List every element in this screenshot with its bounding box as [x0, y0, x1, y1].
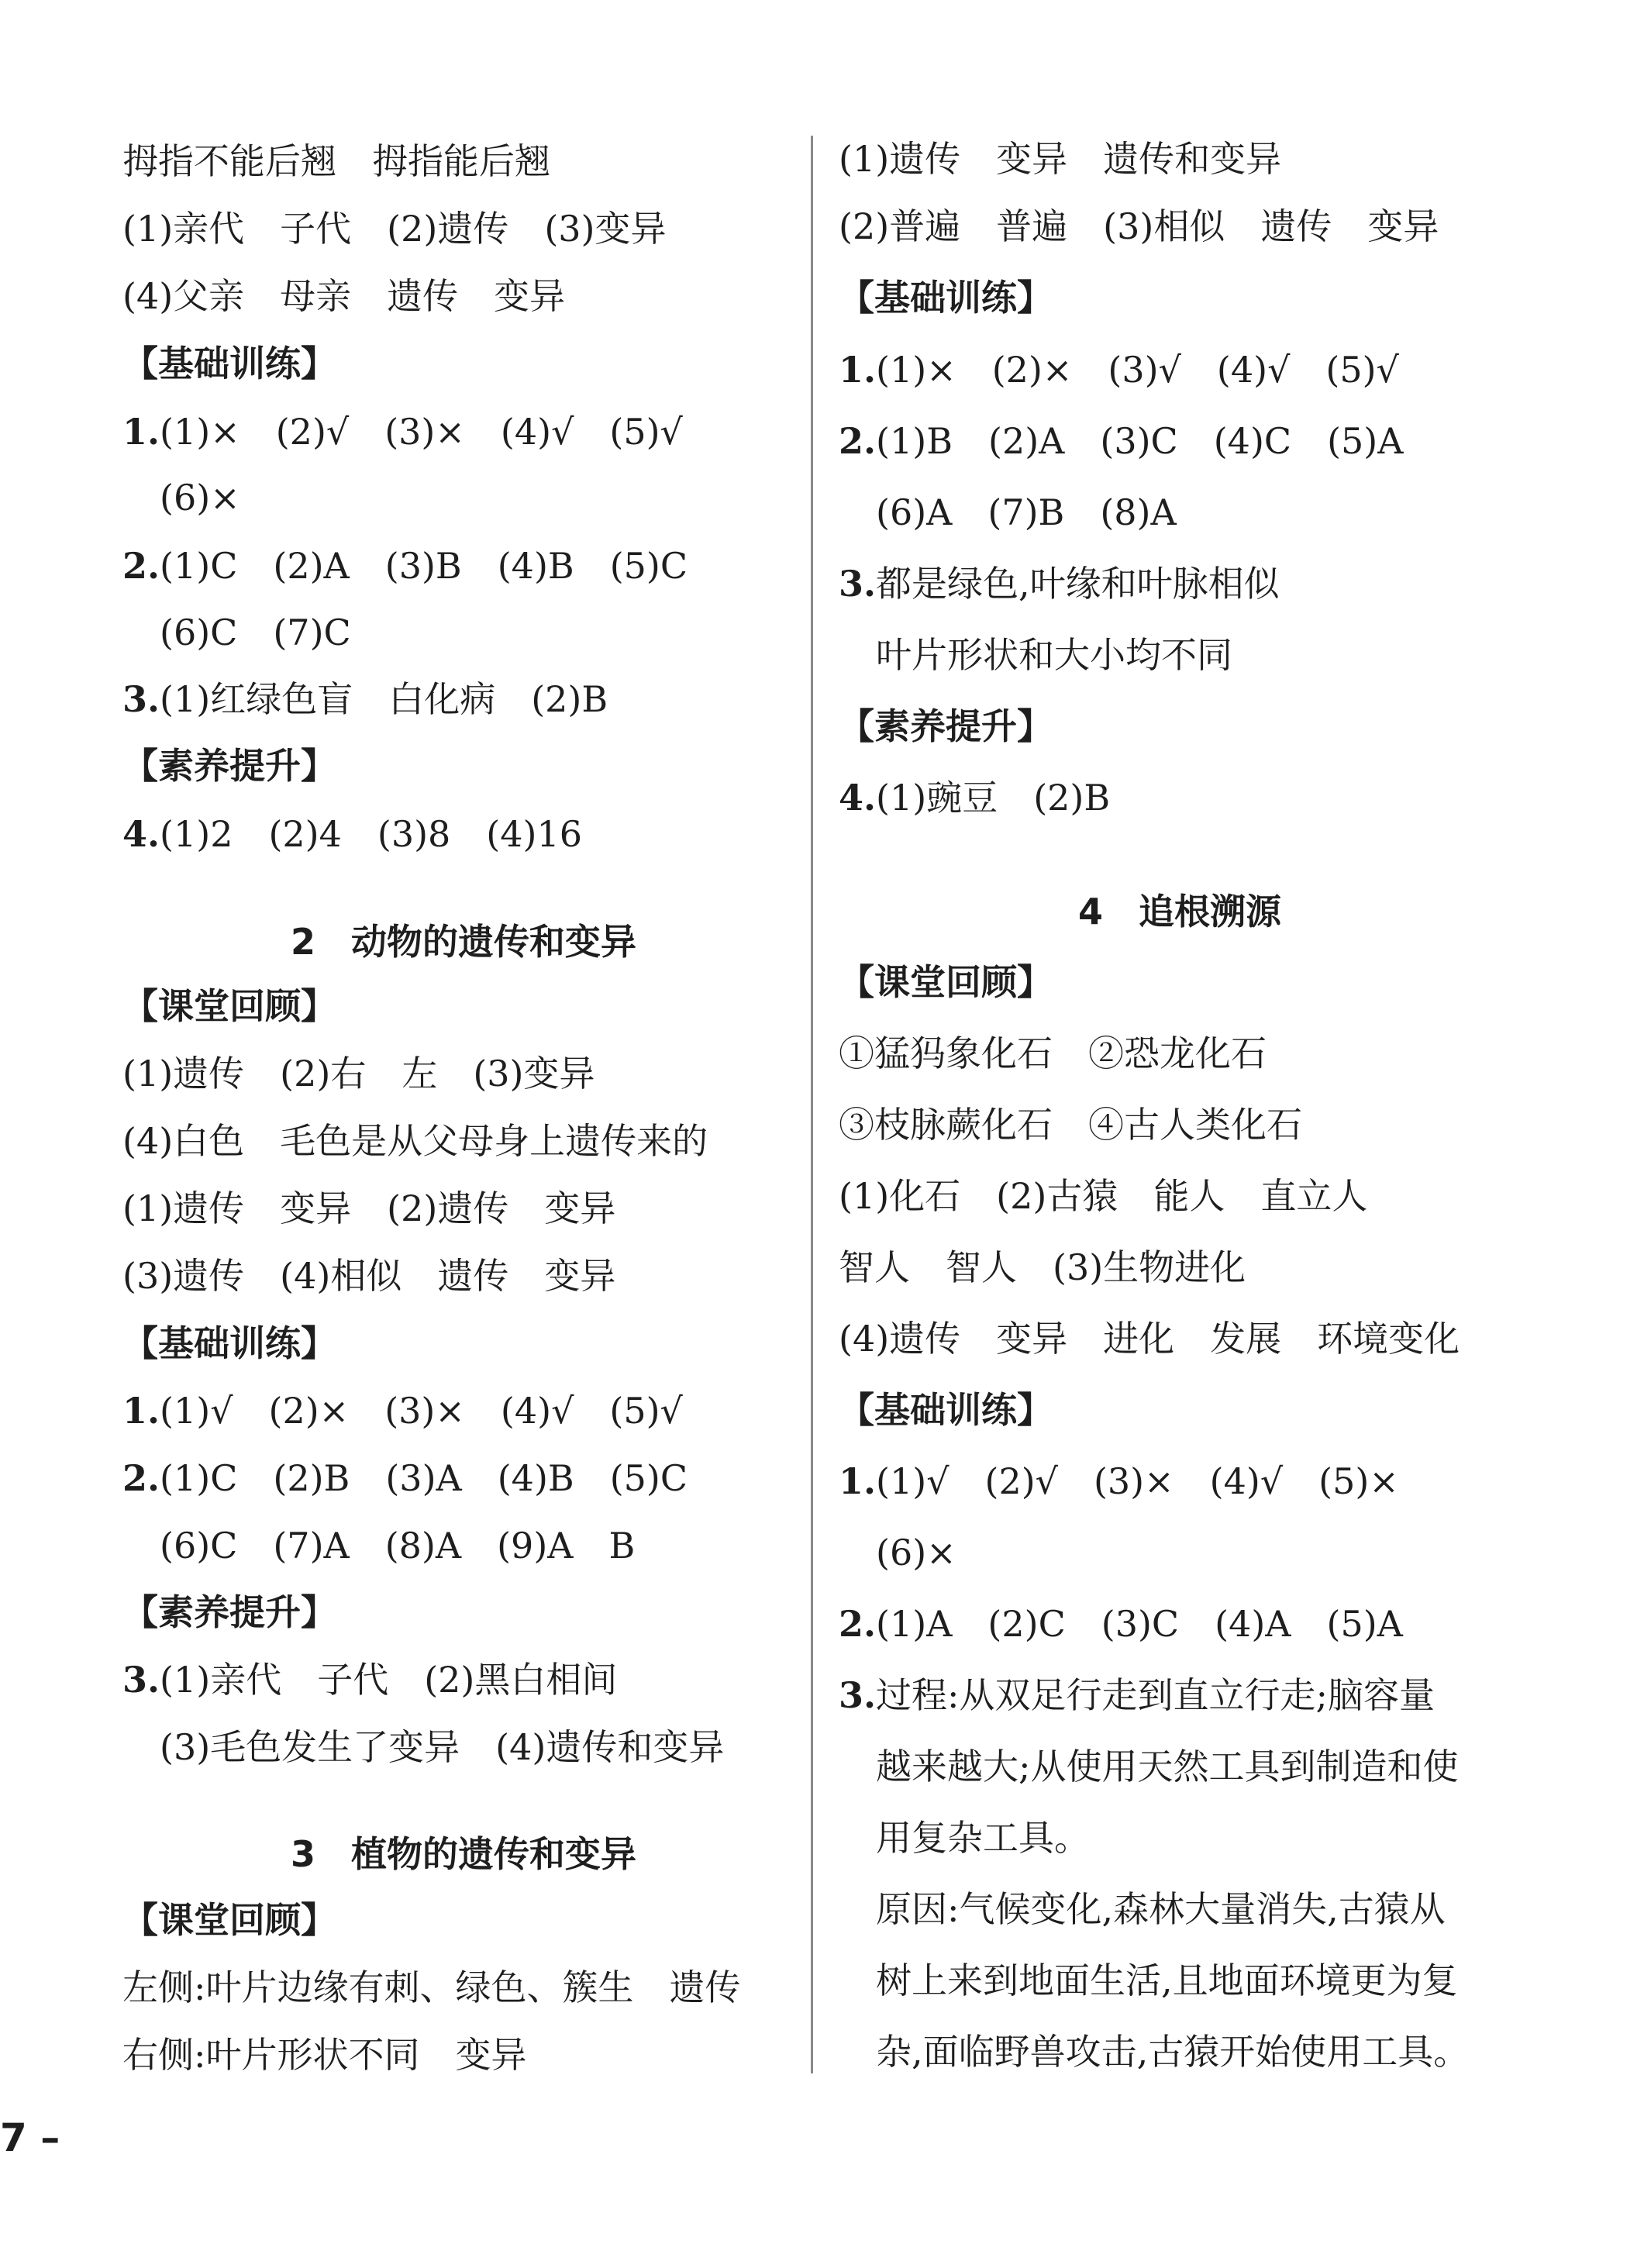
answer-line: 智人 智人 (3)生物进化 — [839, 1246, 1246, 1288]
question-3 — [122, 1656, 617, 1703]
answer-line: (4)遗传 变异 进化 发展 环境变化 — [839, 1318, 1460, 1360]
section-3-title: 3 植物的遗传和变异 — [290, 1833, 636, 1875]
answer-line: (6)C (7)A (8)A (9)A B — [160, 1525, 636, 1567]
answer-text: (1)C (2)B (3)A (4)B (5)C — [160, 1457, 688, 1499]
section-label-review: 【课堂回顾】 — [122, 985, 336, 1027]
question-number: 1. — [122, 411, 160, 453]
section-2-title: 2 动物的遗传和变异 — [290, 921, 636, 963]
answer-line: ③枝脉蕨化石 ④古人类化石 — [839, 1104, 1302, 1146]
answer-line: (1)遗传 变异 (2)遗传 变异 — [122, 1187, 616, 1229]
answer-text: (1)√ (2)√ (3)× (4)√ (5)× — [876, 1460, 1399, 1502]
question-1 — [122, 1387, 683, 1434]
answer-line: (3)遗传 (4)相似 遗传 变异 — [122, 1255, 616, 1297]
section-label-improve: 【素养提升】 — [839, 705, 1053, 747]
answer-line: 树上来到地面生活,且地面环境更为复 — [876, 1960, 1458, 2001]
answer-text: (1)亲代 子代 (2)黑白相间 — [160, 1659, 618, 1701]
section-4-title: 4 追根溯源 — [1077, 891, 1281, 932]
answer-line: (1)遗传 (2)右 左 (3)变异 — [122, 1053, 595, 1094]
answer-line: (6)× — [160, 477, 240, 519]
answer-line: ①猛犸象化石 ②恐龙化石 — [839, 1032, 1267, 1074]
answer-line: 叶片形状和大小均不同 — [876, 634, 1232, 676]
question-4 — [122, 811, 582, 857]
section-label-basic: 【基础训练】 — [839, 277, 1053, 319]
question-number: 1. — [122, 1390, 160, 1432]
section-label-basic: 【基础训练】 — [122, 1322, 336, 1364]
question-number: 2. — [122, 1457, 160, 1499]
answer-line: 杂,面临野兽攻击,古猿开始使用工具。 — [876, 2031, 1470, 2073]
question-3 — [839, 560, 1280, 607]
answer-text: 都是绿色,叶缘和叶脉相似 — [876, 563, 1280, 605]
section-label-review: 【课堂回顾】 — [839, 961, 1053, 1003]
page-number: 7 – — [0, 2115, 60, 2160]
answer-line: (1)化石 (2)古猿 能人 直立人 — [839, 1175, 1368, 1217]
question-number: 3. — [122, 678, 160, 720]
answer-line: 左侧:叶片边缘有刺、绿色、簇生 遗传 — [122, 1966, 741, 2008]
question-number: 4. — [839, 777, 877, 819]
question-number: 3. — [839, 563, 877, 605]
answer-text: (1)豌豆 (2)B — [876, 777, 1111, 819]
question-1 — [839, 1458, 1399, 1505]
question-1 — [839, 346, 1399, 393]
section-label-improve: 【素养提升】 — [122, 1591, 336, 1633]
question-number: 4. — [122, 813, 160, 855]
answer-line: 右侧:叶片形状不同 变异 — [122, 2034, 527, 2076]
question-2 — [122, 1455, 688, 1501]
answer-line: (2)普遍 普遍 (3)相似 遗传 变异 — [839, 205, 1439, 247]
answer-line: 用复杂工具。 — [876, 1817, 1090, 1859]
question-number: 2. — [839, 1603, 877, 1645]
section-label-improve: 【素养提升】 — [122, 745, 336, 787]
answer-line: (6)× — [876, 1532, 956, 1573]
answer-line: (4)白色 毛色是从父母身上遗传来的 — [122, 1120, 708, 1162]
question-number: 2. — [122, 545, 160, 587]
answer-text: (1)√ (2)× (3)× (4)√ (5)√ — [160, 1390, 683, 1432]
question-number: 2. — [839, 420, 877, 462]
question-number: 1. — [839, 349, 877, 391]
answer-text: (1)× (2)√ (3)× (4)√ (5)√ — [160, 411, 683, 453]
question-3 — [839, 1672, 1435, 1718]
question-4 — [839, 774, 1110, 821]
answer-text: (1)2 (2)4 (3)8 (4)16 — [160, 813, 583, 855]
question-1 — [122, 408, 683, 455]
question-2 — [839, 1601, 1403, 1647]
answer-line: 拇指不能后翘 拇指能后翘 — [122, 140, 550, 182]
answer-line: (4)父亲 母亲 遗传 变异 — [122, 275, 566, 317]
answer-line: (1)遗传 变异 遗传和变异 — [839, 138, 1282, 180]
answer-line: (6)C (7)C — [160, 612, 351, 653]
answer-line: (1)亲代 子代 (2)遗传 (3)变异 — [122, 208, 667, 250]
question-number: 1. — [839, 1460, 877, 1502]
answer-text: (1)红绿色盲 白化病 (2)B — [160, 678, 608, 720]
question-2 — [122, 543, 688, 589]
section-label-review: 【课堂回顾】 — [122, 1899, 336, 1941]
answer-line: (3)毛色发生了变异 (4)遗传和变异 — [160, 1726, 725, 1768]
question-number: 3. — [839, 1674, 877, 1716]
column-divider — [811, 136, 813, 2073]
question-number: 3. — [122, 1659, 160, 1701]
answer-text: (1)C (2)A (3)B (4)B (5)C — [160, 545, 688, 587]
question-3 — [122, 676, 608, 722]
section-label-basic: 【基础训练】 — [122, 343, 336, 384]
question-2 — [839, 418, 1403, 464]
answer-line: 越来越大;从使用天然工具到制造和使 — [876, 1746, 1459, 1787]
answer-line: (6)A (7)B (8)A — [876, 491, 1177, 533]
answer-text: (1)B (2)A (3)C (4)C (5)A — [876, 420, 1404, 462]
answer-text: 过程:从双足行走到直立行走;脑容量 — [876, 1674, 1435, 1716]
section-label-basic: 【基础训练】 — [839, 1389, 1053, 1431]
answer-text: (1)A (2)C (3)C (4)A (5)A — [876, 1603, 1403, 1645]
answer-line: 原因:气候变化,森林大量消失,古猿从 — [876, 1888, 1446, 1930]
answer-text: (1)× (2)× (3)√ (4)√ (5)√ — [876, 349, 1399, 391]
